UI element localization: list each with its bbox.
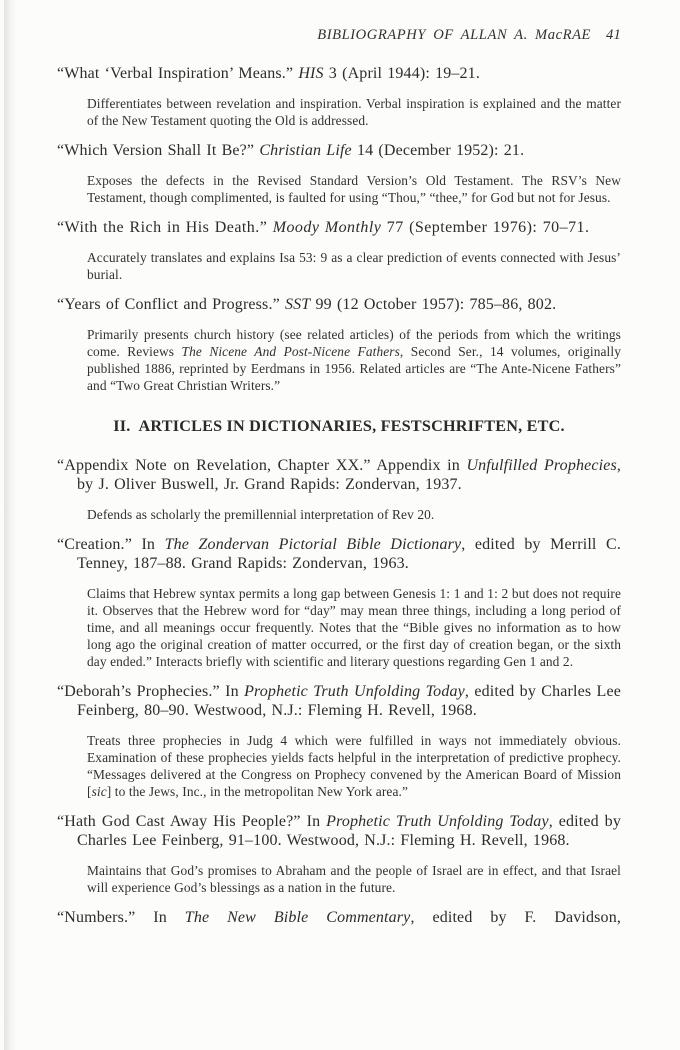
bibliography-entry: “Numbers.” In The New Bible Commentary, edited by F. Davidson, — [57, 909, 622, 926]
entry-annotation: Exposes the defects in the Revised Standard Version’s Old Testament. The RSV’s New Testament, though complimented, is faulted for using “Thou,” “thee,” for God but not for Jesus. — [87, 173, 621, 205]
bibliography-entry: “With the Rich in His Death.” Moody Monthly 77 (September 1976): 70–71. — [57, 219, 590, 236]
entry-annotation: Differentiates between revelation and inspiration. Verbal inspiration is explained and the matter of the New Testament quoting the Old is addressed. — [87, 96, 621, 128]
entry-annotation: Accurately translates and explains Isa 53: 9 as a clear prediction of events connected with Jesus’ burial. — [87, 250, 621, 282]
bibliography-entry: “Creation.” In The Zondervan Pictorial Bible Dictionary, edited by Merrill C. Tenney, 187–88. Grand Rapids: Zondervan, 1963. — [57, 536, 621, 572]
bibliography-entry: “What ‘Verbal Inspiration’ Means.” HIS 3 (April 1944): 19–21. — [57, 65, 480, 82]
bibliography-entry: “Years of Conflict and Progress.” SST 99 (12 October 1957): 785–86, 802. — [57, 296, 557, 313]
section-heading-number: II. — [113, 417, 131, 435]
section-heading — [57, 416, 621, 436]
scan-edge-shadow — [4, 0, 18, 1050]
bibliography-entry: “Hath God Cast Away His People?” In Prophetic Truth Unfolding Today, edited by Charles Lee Feinberg, 91–100. Westwood, N.J.: Fleming H. Revell, 1968. — [57, 813, 621, 849]
bibliography-entry: “Which Version Shall It Be?” Christian Life 14 (December 1952): 21. — [57, 142, 525, 159]
page-number: 41 — [606, 27, 621, 43]
section-1-entries — [57, 64, 621, 394]
running-head-title: BIBLIOGRAPHY OF ALLAN A. MacRAE — [317, 27, 591, 43]
entry-annotation: Claims that Hebrew syntax permits a long gap between Genesis 1: 1 and 1: 2 but does not require it. Observes that the Hebrew word for “day” may mean three things, including a long period of time, and all meanings occur frequently. Notes that the “Bible gives no information as to how long ago the original creation of matter occurred, or the first day of creation began, or the sixth day ended.” Interacts briefly with scientific and literary questions regarding Gen 1 and 2. — [87, 586, 621, 669]
running-head — [57, 0, 621, 44]
bibliography-entry: “Deborah’s Prophecies.” In Prophetic Truth Unfolding Today, edited by Charles Lee Feinberg, 80–90. Westwood, N.J.: Fleming H. Revell, 1968. — [57, 683, 621, 719]
entry-annotation: Primarily presents church history (see related articles) of the periods from which the writings come. Reviews The Nicene And Post-Nicene Fathers, Second Ser., 14 volumes, originally published 1886, reprinted by Eerdmans in 1956. Related articles are “The Ante-Nicene Fathers” and “Two Great Christian Writers.” — [87, 327, 621, 393]
section-2-entries — [57, 456, 621, 927]
entry-annotation: Treats three prophecies in Judg 4 which were fulfilled in ways not immediately obvious. Examination of these prophecies yields facts helpful in the interpretation of predictive prophecy. “Messages delivered at the Congress on Prophecy convened by the American Board of Mission [sic] to the Jews, Inc., in the metropolitan New York area.” — [87, 733, 621, 799]
entry-annotation: Defends as scholarly the premillennial interpretation of Rev 20. — [87, 507, 435, 522]
section-heading-title: ARTICLES IN DICTIONARIES, FESTSCHRIFTEN, ETC. — [138, 417, 565, 435]
entry-annotation: Maintains that God’s promises to Abraham and the people of Israel are in effect, and that Israel will experience God’s blessings as a nation in the future. — [87, 863, 621, 895]
bibliography-entry: “Appendix Note on Revelation, Chapter XX.” Appendix in Unfulfilled Prophecies, by J. Oliver Buswell, Jr. Grand Rapids: Zondervan, 1937. — [57, 457, 622, 493]
page-content — [57, 0, 621, 927]
